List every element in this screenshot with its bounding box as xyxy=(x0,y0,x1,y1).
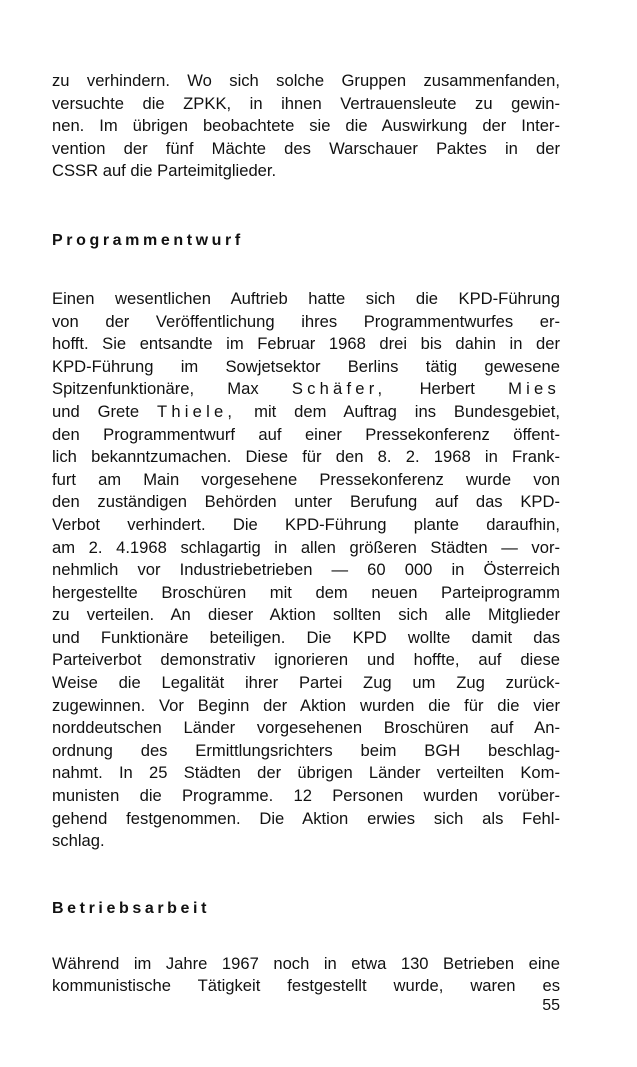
paragraph-intro xyxy=(52,70,560,183)
text-line xyxy=(52,401,560,424)
text-line: Parteiverbot demonstrativ ignorieren und hoffte, auf diese xyxy=(52,650,560,670)
text-line: hofft. Sie entsandte im Februar 1968 drei bis dahin in der xyxy=(52,334,560,354)
text-line: Einen wesentlichen Auftrieb hatte sich die KPD-Führung xyxy=(52,288,560,308)
text-line: nehmlich vor Industriebetrieben — 60 000 in Österreich xyxy=(52,560,560,580)
text-line: vention der fünf Mächte des Warschauer Paktes in der xyxy=(52,138,560,158)
text-line: zu verhindern. Wo sich solche Gruppen zusammenfanden, xyxy=(52,71,560,90)
text-line: ordnung des Ermittlungsrichters beim BGH beschlag- xyxy=(52,740,560,760)
document-page xyxy=(52,70,560,998)
text-line: KPD-Führung im Sowjetsektor Berlins tätig gewesene xyxy=(52,356,560,376)
text-line: nahmt. In 25 Städten der übrigen Länder verteilten Kom- xyxy=(52,763,560,783)
text-line: Während im Jahre 1967 noch in etwa 130 Betrieben eine xyxy=(52,953,560,973)
text-line: den Programmentwurf auf einer Pressekonferenz öffent- xyxy=(52,424,560,444)
text-line: gehend festgenommen. Die Aktion erwies sich als Fehl- xyxy=(52,808,560,828)
text-line: und Funktionäre beteiligen. Die KPD wollte damit das xyxy=(52,627,560,647)
text-line: furt am Main vorgesehene Pressekonferenz wurde von xyxy=(52,469,560,489)
spaced-name: Thiele, xyxy=(157,401,237,421)
spaced-name: Mies xyxy=(508,379,560,399)
text-line: norddeutschen Länder vorgesehenen Broschüren auf An- xyxy=(52,718,560,738)
text-fragment: Max xyxy=(227,379,259,399)
text-fragment: und Grete xyxy=(52,401,140,421)
page-number: 55 xyxy=(542,997,560,1014)
text-fragment: Herbert xyxy=(419,379,475,399)
text-line: schlag. xyxy=(52,831,105,851)
text-line: zu verteilen. An dieser Aktion sollten sich alle Mitglieder xyxy=(52,605,560,625)
section-heading-betriebsarbeit: Betriebsarbeit xyxy=(52,899,210,917)
text-line: zugewinnen. Vor Beginn der Aktion wurden die für die vier xyxy=(52,695,560,715)
text-fragment: Spitzenfunktionäre, xyxy=(52,379,195,399)
text-line: lich bekanntzumachen. Diese für den 8. 2. 1968 in Frank- xyxy=(52,447,560,467)
text-line: munisten die Programme. 12 Personen wurden vorüber- xyxy=(52,786,560,806)
text-line: Verbot verhindert. Die KPD-Führung plante daraufhin, xyxy=(52,514,560,534)
section-heading-programmentwurf: Programmentwurf xyxy=(52,231,244,249)
text-line: Weise die Legalität ihrer Partei Zug um Zug zurück- xyxy=(52,673,560,693)
paragraph-betriebsarbeit xyxy=(52,953,560,998)
text-line: nen. Im übrigen beobachtete sie die Auswirkung der Inter- xyxy=(52,116,560,136)
text-fragment: mit dem Auftrag ins Bundesgebiet, xyxy=(254,401,560,421)
text-line xyxy=(52,378,560,401)
text-line: hergestellte Broschüren mit dem neuen Parteiprogramm xyxy=(52,582,560,602)
paragraph-programmentwurf xyxy=(52,288,560,853)
spaced-name: Schäfer, xyxy=(291,379,387,399)
text-line: kommunistische Tätigkeit festgestellt wurde, waren es xyxy=(52,976,560,996)
text-line: von der Veröffentlichung ihres Programmentwurfes er- xyxy=(52,311,560,331)
text-line: am 2. 4.1968 schlagartig in allen größeren Städten — vor- xyxy=(52,537,560,557)
text-line: versuchte die ZPKK, in ihnen Vertrauensleute zu gewin- xyxy=(52,93,560,113)
text-line: den zuständigen Behörden unter Berufung auf das KPD- xyxy=(52,492,560,512)
text-line: CSSR auf die Parteimitglieder. xyxy=(52,161,277,181)
